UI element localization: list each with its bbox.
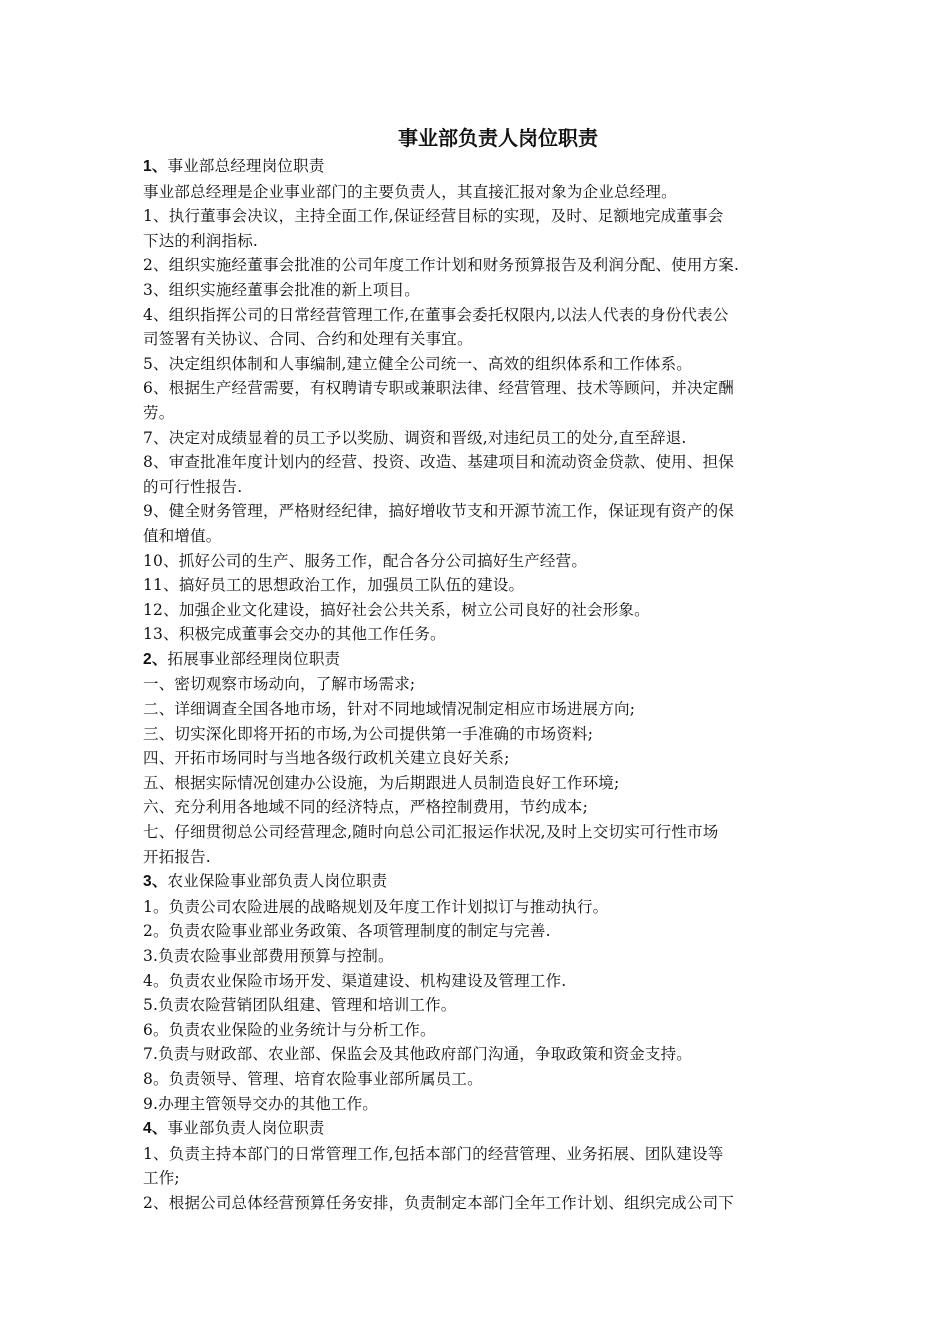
paragraph-line: 7.负责与财政部、农业部、保监会及其他政府部门沟通，争取政策和资金支持。 bbox=[143, 1045, 692, 1064]
section-heading-text: 拓展事业部经理岗位职责 bbox=[167, 649, 341, 668]
paragraph-line: 3.负责农险事业部费用预算与控制。 bbox=[143, 947, 394, 965]
paragraph-line: 11、搞好员工的思想政治工作，加强员工队伍的建设。 bbox=[143, 576, 525, 595]
section-heading bbox=[143, 869, 813, 895]
paragraph-line: 五、根据实际情况创建办公设施，为后期跟进人员制造良好工作环境; bbox=[143, 773, 620, 792]
section-heading-text: 事业部负责人岗位职责 bbox=[167, 1119, 325, 1138]
paragraph-line: 事业部总经理是企业事业部门的主要负责人，其直接汇报对象为企业总经理。 bbox=[143, 182, 677, 201]
paragraph-line: 2、根据公司总体经营预算任务安排，负责制定本部门全年工作计划、组织完成公司下 bbox=[143, 1193, 734, 1212]
paragraph-line: 8、审查批准年度计划内的经营、投资、改造、基建项目和流动资金贷款、使用、担保 bbox=[143, 453, 734, 472]
paragraph-line: 四、开拓市场同时与当地各级行政机关建立良好关系; bbox=[143, 749, 510, 768]
paragraph-line: 2。负责农险事业部业务政策、各项管理制度的制定与完善. bbox=[143, 922, 551, 941]
paragraph-line: 1、负责主持本部门的日常管理工作,包括本部门的经营管理、业务拓展、团队建设等 bbox=[143, 1144, 724, 1163]
paragraph-line: 三、切实深化即将开拓的市场,为公司提供第一手准确的市场资料; bbox=[143, 724, 594, 743]
paragraph-line: 6。负责农业保险的业务统计与分析工作。 bbox=[143, 1020, 436, 1039]
paragraph-line: 13、积极完成董事会交办的其他工作任务。 bbox=[143, 625, 446, 644]
paragraph-line: 6、根据生产经营需要，有权聘请专职或兼职法律、经营管理、技术等顾问，并决定酬 bbox=[143, 379, 734, 398]
paragraph-line: 5、决定组织体制和人事编制,建立健全公司统一、高效的组织体系和工作体系。 bbox=[143, 354, 692, 373]
paragraph-line: 的可行性报告. bbox=[143, 477, 243, 496]
paragraph-line: 9.办理主管领导交办的其他工作。 bbox=[143, 1094, 378, 1113]
paragraph-line: 7、决定对成绩显着的员工予以奖励、调资和晋级,对违纪员工的处分,直至辞退. bbox=[143, 428, 687, 447]
paragraph-line: 5.负责农险营销团队组建、管理和培训工作。 bbox=[143, 996, 457, 1015]
paragraph-line: 1、执行董事会决议，主持全面工作,保证经营目标的实现，及时、足额地完成董事会 bbox=[143, 207, 724, 226]
paragraph-line: 开拓报告. bbox=[143, 847, 211, 866]
section-heading bbox=[143, 154, 813, 180]
section-heading bbox=[143, 647, 813, 673]
section-number: 1、 bbox=[143, 158, 168, 175]
paragraph-line: 司签署有关协议、合同、合约和处理有关事宜。 bbox=[143, 330, 473, 349]
section-number: 3、 bbox=[143, 873, 168, 891]
paragraph-line: 8。负责领导、管理、培育农险事业部所属员工。 bbox=[143, 1069, 483, 1088]
paragraph-line: 值和增值。 bbox=[143, 526, 222, 545]
paragraph-line: 4、组织指挥公司的日常经营管理工作,在董事会委托权限内,以法人代表的身份代表公 bbox=[143, 305, 729, 324]
paragraph-line: 3、组织实施经董事会批准的新上项目。 bbox=[143, 280, 420, 299]
paragraph-line: 工作; bbox=[143, 1169, 180, 1188]
paragraph-line: 10、抓好公司的生产、服务工作，配合各分公司搞好生产经营。 bbox=[143, 551, 588, 570]
paragraph-line: 七、仔细贯彻总公司经营理念,随时向总公司汇报运作状况,及时上交切实可行性市场 bbox=[143, 823, 719, 842]
paragraph-line: 4。负责农业保险市场开发、渠道建设、机构建设及管理工作. bbox=[143, 971, 567, 990]
document-lines bbox=[143, 154, 813, 1216]
paragraph-line: 劳。 bbox=[143, 403, 175, 422]
paragraph-line: 12、加强企业文化建设，搞好社会公共关系，树立公司良好的社会形象。 bbox=[143, 600, 650, 619]
paragraph-line: 下达的利润指标. bbox=[143, 231, 259, 250]
section-heading bbox=[143, 1116, 813, 1142]
paragraph-line: 一、密切观察市场动向，了解市场需求; bbox=[143, 675, 416, 694]
paragraph-line: 六、充分利用各地域不同的经济特点，严格控制费用，节约成本; bbox=[143, 798, 589, 817]
paragraph-line: 二、详细调查全国各地市场，针对不同地域情况制定相应市场进展方向; bbox=[143, 700, 636, 719]
section-number: 2、 bbox=[143, 650, 168, 668]
section-number: 4、 bbox=[143, 1120, 168, 1138]
paragraph-line: 9、健全财务管理，严格财经纪律，搞好增收节支和开源节流工作，保证现有资产的保 bbox=[143, 502, 734, 521]
paragraph-line: 1。负责公司农险进展的战略规划及年度工作计划拟订与推动执行。 bbox=[143, 897, 609, 916]
document-title: 事业部负责人岗位职责 bbox=[398, 126, 598, 150]
section-heading-text: 事业部总经理岗位职责 bbox=[167, 157, 325, 175]
section-heading-text: 农业保险事业部负责人岗位职责 bbox=[167, 872, 388, 891]
paragraph-line: 2、组织实施经董事会批准的公司年度工作计划和财务预算报告及利润分配、使用方案. bbox=[143, 256, 740, 275]
document-body bbox=[143, 122, 813, 1216]
